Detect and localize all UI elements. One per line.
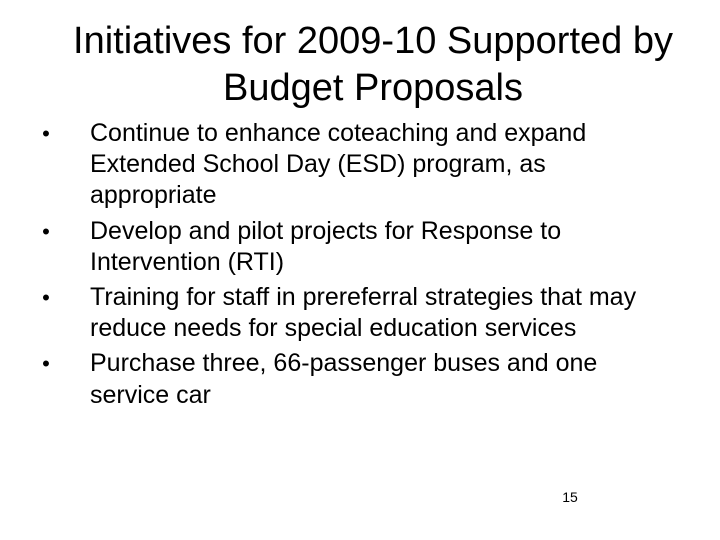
- bullet-item: [36, 118, 676, 212]
- bullet-text: Continue to enhance coteaching and expand Extended School Day (ESD) program, as appropriate: [90, 119, 587, 210]
- bullet-icon: •: [42, 285, 50, 311]
- slide-title-line-1: Initiatives for 2009-10 Supported by: [73, 20, 673, 62]
- bullet-icon: •: [42, 351, 50, 377]
- slide-title: [30, 18, 716, 112]
- bullet-text: Purchase three, 66-passenger buses and one service car: [90, 349, 598, 409]
- bullet-icon: •: [42, 218, 50, 244]
- bullet-item: [36, 216, 676, 278]
- page-number: 15: [562, 489, 578, 505]
- slide-title-line-2: Budget Proposals: [223, 67, 523, 109]
- bullet-text: Training for staff in prereferral strategies that may reduce needs for special education services: [90, 283, 637, 343]
- bullet-icon: •: [42, 121, 50, 146]
- bullet-item: [36, 282, 676, 344]
- bullet-text: Develop and pilot projects for Response to Intervention (RTI): [90, 216, 562, 276]
- bullet-list: [36, 118, 676, 415]
- bullet-item: [36, 348, 676, 410]
